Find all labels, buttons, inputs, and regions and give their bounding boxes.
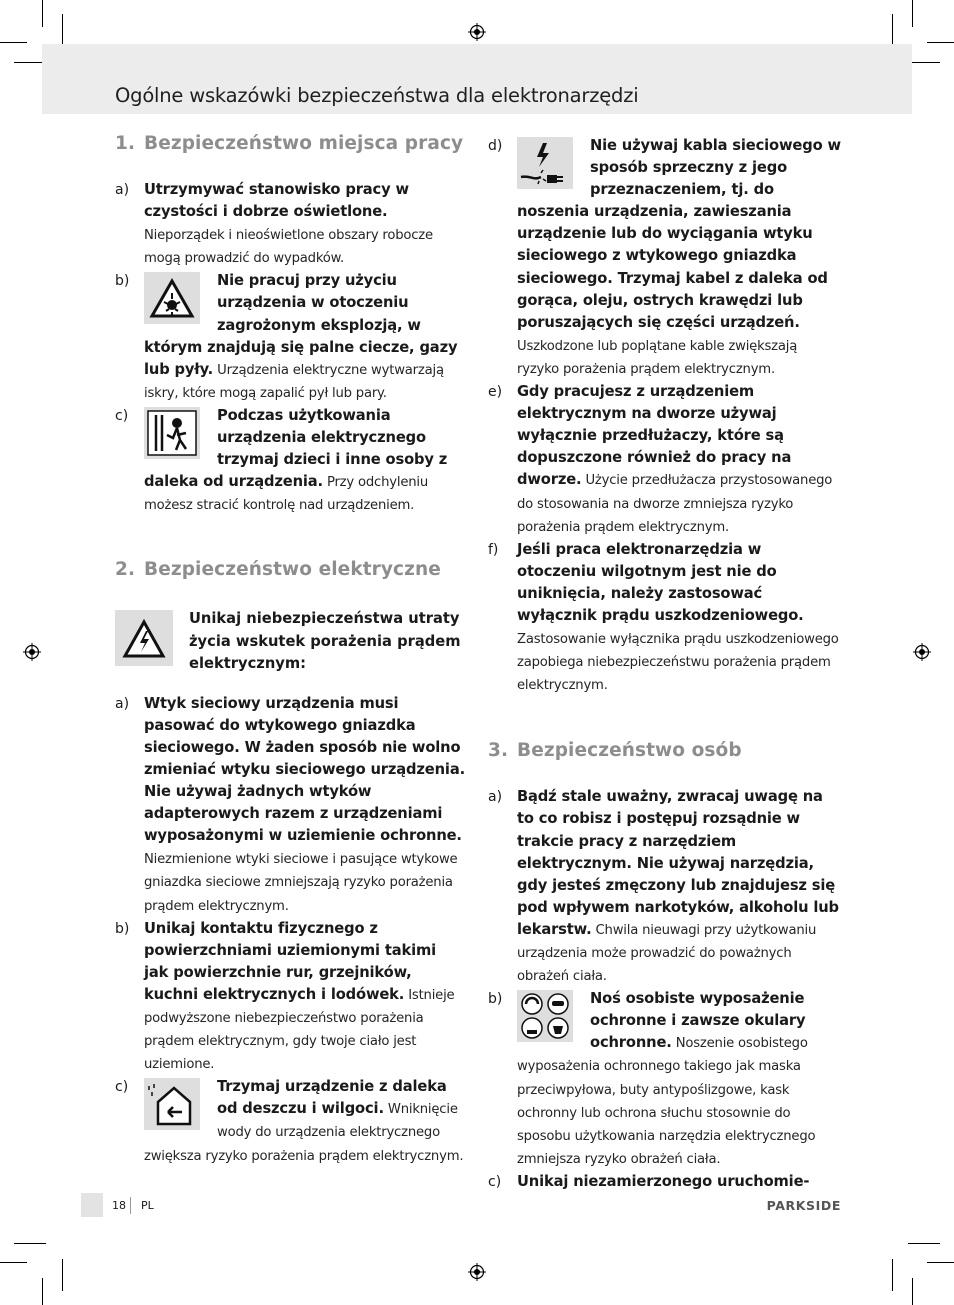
item-bold-text: Jeśli praca elektronarzędzia w otoczeniu wilgotnym jest nie do uniknięcia, należy zastosować wyłącznik prądu uszkodzeniowego. [517,540,804,624]
item-text: Niezmienione wtyki sieciowe i pasujące wtykowe gniazdka sieciowe zmniejszają ryzyko porażenia prądem elektrycznym. [144,852,458,914]
page-title: Ogólne wskazówki bezpieczeństwa dla elektronarzędzi [115,84,639,107]
list-item [115,918,465,1077]
registration-mark-icon [913,643,931,661]
left-column [115,133,465,1168]
list-item [488,381,842,539]
crop-mark [0,42,27,43]
crop-mark [42,0,43,27]
list-item [115,179,465,270]
section-title: Bezpieczeństwo osób [517,740,742,762]
crop-mark [927,42,954,43]
crop-mark [42,1278,43,1305]
brand-logo: PARKSIDE [766,1198,841,1213]
item-bold-text: Unikaj niezamierzonego uruchomie- [517,1172,810,1190]
item-text: Nieporządek i nieoświetlone obszary robocze mogą prowadzić do wypadków. [144,228,433,267]
registration-mark-icon [468,1263,486,1281]
warning-text: Unikaj niebezpieczeństwa utraty życia wskutek porażenia prądem elektrycznym: [189,610,461,672]
item-letter: b) [115,273,130,290]
footer-divider [130,1197,131,1214]
item-text: Chwila nieuwagi przy użytkowaniu urządzenia może prowadzić do poważnych obrażeń ciała. [517,922,817,985]
item-text: Uszkodzone lub poplątane kable zwiększają ryzyko porażenia prądem elektrycznym. [517,338,798,377]
list-item [115,270,465,405]
item-letter: b) [488,991,503,1008]
item-text: Istnieje podwyższone niebezpieczeństwo porażenia prądem elektrycznym, gdy twoje ciało jest uziemione. [144,987,455,1073]
page-footer [81,1193,841,1217]
item-bold-text: Nie pracuj przy użyciu urządzenia w otoczeniu zagrożonym eksplozją, w którym znajdują się palne ciecze, gazy lub pyły. [144,272,458,378]
item-letter: a) [115,695,130,712]
item-text: Urządzenia elektryczne wytwarzają iskry, które mogą zapalić pył lub pary. [144,362,444,401]
list-item [488,539,842,698]
crop-mark [0,1262,27,1263]
crop-mark [62,14,63,46]
section-title-personal-safety [488,740,842,762]
section-number: 2. [115,559,136,581]
registration-mark-icon [468,23,486,41]
crop-mark [14,1243,46,1244]
section-title: Bezpieczeństwo elektryczne [144,559,441,581]
crop-mark [908,1243,940,1244]
item-bold-text: Wtyk sieciowy urządzenia musi pasować do wtykowego gniazdka sieciowego. W żaden sposób nie wolno zmieniać wtyku sieciowego urządzenia. Nie używaj żadnych wtyków adapterowych razem z urządzeniami wyposażonymi w uziemienie ochronne. [144,694,466,845]
item-bold-text: Bądź stale uważny, zwracaj uwagę na to co robisz i postępuj rozsądnie w trakcie pracy z narzędziem elektrycznym. Nie używaj narzędzia, gdy jesteś zmęczony lub znajdujesz się pod wpływem narkotyków, alkoholu lub lekarstw. [517,788,839,938]
item-bold-text: Trzymaj urządzenie z daleka od deszczu i wilgoci. [217,1078,447,1118]
item-bold-text: Gdy pracujesz z urządzeniem elektrycznym na dworze używaj wyłącznie przedłużaczy, które są dopuszczone również do pracy na dworze. [517,383,792,489]
item-bold-text: Noś osobiste wyposażenie ochronne i zawsze okulary ochronne. [590,990,806,1052]
item-text: Noszenie osobistego wyposażenia ochronnego takiego jak maska przeciwpyłowa, buty antypoślizgowe, kask ochronny lub ochrona słuchu stosownie do sposobu użytkowania narzędzia elektrycznego zmniejsza ryzyko obrażeń ciała. [517,1036,816,1167]
section-number: 1. [115,133,136,154]
registration-mark-icon [23,643,41,661]
item-letter: f) [488,541,499,558]
list-item [488,1171,842,1194]
header-banner [42,44,912,114]
item-text: Zastosowanie wyłącznika prądu uszkodzeniowego zapobiega niebezpieczeństwu porażenia prądem elektrycznym. [517,632,839,694]
page-number: 18 [112,1199,126,1212]
item-text: Użycie przedłużacza przystosowanego do stosowania na dworze zmniejsza ryzyko porażenia prądem elektrycznym. [517,473,833,535]
item-bold-text: Podczas użytkowania urządzenia elektrycznego trzymaj dzieci i inne osoby z daleka od urządzenia. [144,406,448,491]
crop-mark [62,1259,63,1291]
section-title: Bezpieczeństwo miejsca pracy [144,133,464,154]
item-bold-text: Unikaj kontaktu fizycznego z powierzchniami uziemionymi takimi jak powierzchnie rur, grzejników, kuchni elektrycznych i lodówek. [144,919,437,1003]
crop-mark [892,1259,893,1291]
section-title-electrical-safety [115,559,465,581]
list-item [488,988,842,1171]
item-letter: c) [488,1173,502,1190]
item-letter: a) [115,182,130,198]
list-item [488,135,842,381]
crop-mark [912,0,913,27]
crop-mark [927,1262,954,1263]
item-bold-text: Utrzymywać stanowisko pracy w czystości i dobrze oświetlone. [144,181,409,221]
item-text: Wniknięcie wody do urządzenia elektrycznego zwiększa ryzyko porażenia prądem elektrycznym. [144,1102,464,1164]
crop-mark [892,14,893,46]
item-letter: e) [488,384,503,401]
electric-shock-warning [115,608,465,674]
item-bold-text: Nie używaj kabla sieciowego w sposób sprzeczny z jego przeznaczeniem, tj. do noszenia urządzenia, zawieszania urządzenie lub do wyciągania wtyku sieciowego z wtykowego gniazdka sieciowego. Trzymaj kabel z daleka od gorąca, oleju, ostrych krawędzi lub poruszających się części urządzeń. [517,137,841,331]
list-item [115,405,465,517]
crop-mark [908,62,940,63]
item-letter: a) [488,789,503,806]
explosion-icon [144,272,200,324]
page-marker [81,1193,103,1217]
item-letter: c) [115,1079,129,1096]
right-column [488,135,842,1194]
section-number: 3. [488,740,509,762]
section-title-workplace-safety [115,133,465,155]
damaged-cable-icon [517,137,573,189]
electric-shock-warning-icon [115,610,173,666]
item-letter: b) [115,920,130,937]
crop-mark [912,1278,913,1305]
protective-equipment-icon [517,990,573,1042]
language-code: PL [141,1199,154,1212]
list-item [115,1076,465,1167]
item-text: Przy odchyleniu możesz stracić kontrolę nad urządzeniem. [144,475,429,514]
house-rain-protection-icon [144,1078,200,1130]
list-item [115,693,465,918]
keep-children-away-icon [144,407,200,459]
item-letter: d) [488,138,503,154]
list-item [488,786,842,988]
item-letter: c) [115,407,129,424]
